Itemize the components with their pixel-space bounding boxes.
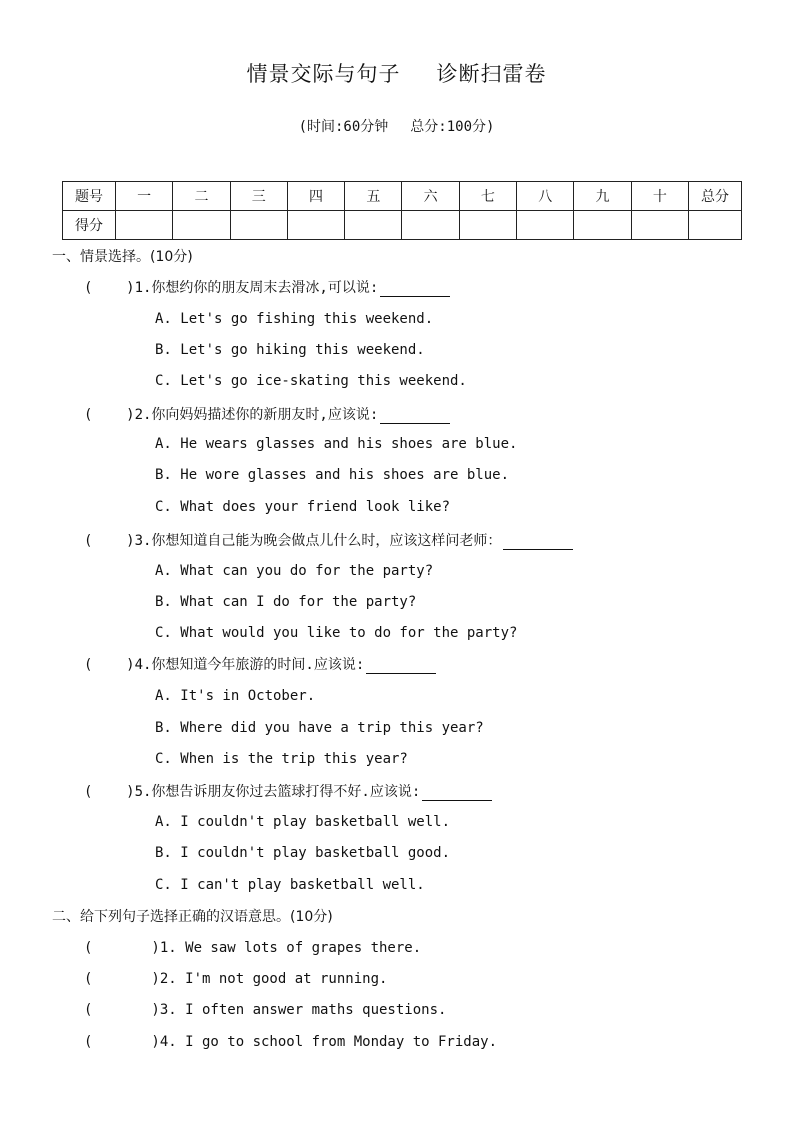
option: C. I can't play basketball well. — [155, 877, 425, 893]
score-input-cell[interactable] — [689, 211, 742, 240]
score-input-cell[interactable] — [345, 211, 402, 240]
score-input-cell[interactable] — [287, 211, 344, 240]
translation-item — [84, 1002, 446, 1018]
question-stem: 3.你想知道自己能为晚会做点儿什么时，应该这样问老师： — [134, 533, 502, 549]
item-text: 4. I go to school from Monday to Friday. — [159, 1034, 498, 1050]
option: C. When is the trip this year? — [155, 751, 408, 767]
option: A. What can you do for the party? — [155, 563, 434, 579]
answer-paren[interactable]: ( ) — [84, 940, 160, 956]
option: A. Let's go fishing this weekend. — [155, 311, 434, 327]
title-part-a: 情景交际与句子 — [246, 62, 401, 86]
answer-paren[interactable]: ( ) — [84, 1034, 160, 1050]
option: B. He wore glasses and his shoes are blue. — [155, 467, 510, 483]
question-4 — [84, 654, 436, 674]
item-text: 1. We saw lots of grapes there. — [159, 940, 422, 956]
score-input-cell[interactable] — [230, 211, 287, 240]
score-cell-header: 题号 — [63, 182, 116, 211]
score-cell-header: 五 — [345, 182, 402, 211]
question-3 — [84, 530, 573, 550]
score-cell-header: 八 — [517, 182, 574, 211]
score-input-cell[interactable] — [116, 211, 173, 240]
answer-paren[interactable]: ( ) — [84, 657, 135, 673]
score-input-cell[interactable] — [574, 211, 631, 240]
question-5 — [84, 781, 492, 801]
score-table — [62, 181, 742, 240]
score-cell-header: 七 — [459, 182, 516, 211]
score-table-header-row — [63, 182, 742, 211]
option: B. Let's go hiking this weekend. — [155, 342, 425, 358]
score-cell-header: 九 — [574, 182, 631, 211]
answer-blank[interactable] — [422, 786, 492, 801]
score-cell-header: 六 — [402, 182, 459, 211]
answer-paren[interactable]: ( ) — [84, 971, 160, 987]
page-title — [0, 58, 793, 88]
exam-time: (时间:60分钟 — [298, 119, 389, 135]
question-2 — [84, 404, 450, 424]
translation-item — [84, 971, 387, 987]
score-cell-header: 一 — [116, 182, 173, 211]
score-cell-header: 四 — [287, 182, 344, 211]
answer-blank[interactable] — [503, 535, 573, 550]
option: B. What can I do for the party? — [155, 594, 417, 610]
question-stem: 4.你想知道今年旅游的时间.应该说: — [134, 657, 365, 673]
score-cell-header: 十 — [631, 182, 688, 211]
answer-blank[interactable] — [380, 282, 450, 297]
option: A. He wears glasses and his shoes are blue. — [155, 436, 518, 452]
score-row-label: 得分 — [63, 211, 116, 240]
score-cell-header: 总分 — [689, 182, 742, 211]
score-cell-header: 三 — [230, 182, 287, 211]
question-stem: 1.你想约你的朋友周末去滑冰,可以说: — [134, 280, 379, 296]
exam-total: 总分:100分) — [410, 119, 495, 135]
option: B. I couldn't play basketball good. — [155, 845, 451, 861]
answer-paren[interactable]: ( ) — [84, 533, 135, 549]
translation-item — [84, 1034, 497, 1050]
question-stem: 5.你想告诉朋友你过去篮球打得不好.应该说: — [134, 784, 421, 800]
option: A. It's in October. — [155, 688, 316, 704]
score-input-cell[interactable] — [173, 211, 230, 240]
answer-blank[interactable] — [380, 409, 450, 424]
answer-blank[interactable] — [366, 659, 436, 674]
question-stem: 2.你向妈妈描述你的新朋友时,应该说: — [134, 407, 379, 423]
answer-paren[interactable]: ( ) — [84, 407, 135, 423]
item-text: 3. I often answer maths questions. — [159, 1002, 447, 1018]
exam-info — [0, 116, 793, 136]
score-input-cell[interactable] — [517, 211, 574, 240]
score-table-score-row — [63, 211, 742, 240]
section-1-heading: 一、情景选择。(10分) — [52, 249, 193, 265]
answer-paren[interactable]: ( ) — [84, 1002, 160, 1018]
score-input-cell[interactable] — [402, 211, 459, 240]
option: A. I couldn't play basketball well. — [155, 814, 451, 830]
option: C. What does your friend look like? — [155, 499, 451, 515]
translation-item — [84, 940, 421, 956]
score-input-cell[interactable] — [631, 211, 688, 240]
answer-paren[interactable]: ( ) — [84, 280, 135, 296]
answer-paren[interactable]: ( ) — [84, 784, 135, 800]
option: C. Let's go ice-skating this weekend. — [155, 373, 467, 389]
score-input-cell[interactable] — [459, 211, 516, 240]
title-part-b: 诊断扫雷卷 — [436, 62, 547, 86]
option: C. What would you like to do for the party? — [155, 625, 518, 641]
item-text: 2. I'm not good at running. — [159, 971, 388, 987]
option: B. Where did you have a trip this year? — [155, 720, 484, 736]
question-1 — [84, 277, 450, 297]
score-cell-header: 二 — [173, 182, 230, 211]
section-2-heading: 二、给下列句子选择正确的汉语意思。(10分) — [52, 909, 333, 925]
